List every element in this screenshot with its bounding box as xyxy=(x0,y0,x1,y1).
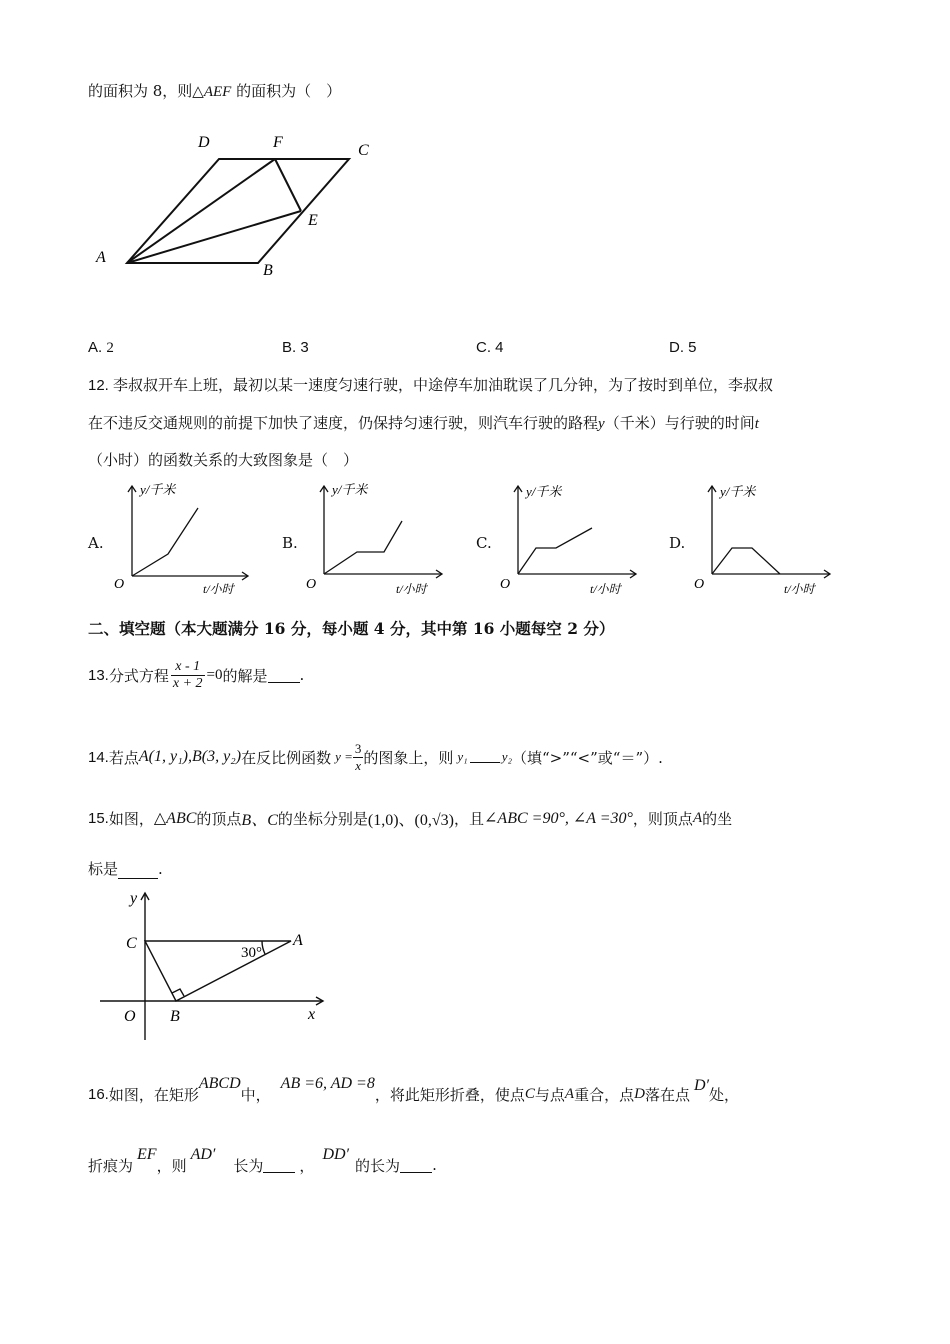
graph-c-line xyxy=(518,528,592,574)
svg-text:t/小时: t/小时 xyxy=(784,582,815,596)
q14-answer-blank[interactable] xyxy=(470,752,500,763)
q12-graph-a[interactable] xyxy=(108,478,258,598)
segment-af xyxy=(127,159,275,263)
q12-graph-c-letter[interactable]: C. xyxy=(476,534,492,552)
label-b: B xyxy=(263,262,273,279)
q16-dd-prime-blank[interactable] xyxy=(400,1158,432,1173)
section-2-title: 二、填空题（本大题满分 16 分，每小题 4 分，其中第 16 小题每空 2 分） xyxy=(88,619,615,638)
q11-option-d[interactable]: D. 5 xyxy=(669,339,697,356)
svg-text:y/千米: y/千米 xyxy=(140,482,176,497)
q13-number: 13. xyxy=(88,666,109,684)
svg-text:t/小时: t/小时 xyxy=(590,582,621,596)
q11-stem-prefix: 的面积为 8，则△ xyxy=(88,82,204,100)
svg-text:y: y xyxy=(130,890,138,907)
graph-b-line xyxy=(324,521,402,574)
q15-answer-blank[interactable] xyxy=(118,864,158,879)
q14: 14. 若点 A(1, y₁), B(3, y₂) 在反比例函数 y = $\frac{3}{x}$ 的图象上，则 y₁ y₂ （填“>”“<”或“＝”）. xyxy=(88,740,663,773)
graph-a-line xyxy=(132,508,198,576)
svg-text:O: O xyxy=(500,577,511,592)
q14-number: 14. xyxy=(88,748,109,766)
svg-text:y/千米: y/千米 xyxy=(720,484,756,499)
q11-stem xyxy=(88,80,341,101)
q12-number: 12. xyxy=(88,377,114,394)
svg-text:O: O xyxy=(124,1008,136,1025)
segment-ae xyxy=(127,211,301,263)
svg-text:30°: 30° xyxy=(241,945,262,961)
q16-line2: 折痕为 EF ，则 AD′ 长为 ， DD′ 的长为 . xyxy=(88,1146,437,1175)
svg-text:t/小时: t/小时 xyxy=(396,582,427,596)
q15-coordinate-figure xyxy=(95,885,335,1045)
q12-graph-a-letter[interactable]: A. xyxy=(88,534,104,552)
svg-text:B: B xyxy=(170,1008,180,1025)
triangle-abc xyxy=(145,941,291,1001)
label-f: F xyxy=(273,134,283,151)
q15-number: 15. xyxy=(88,809,109,827)
q11-option-b[interactable]: B. 3 xyxy=(282,339,309,356)
svg-text:O: O xyxy=(306,577,317,592)
svg-text:O: O xyxy=(114,577,125,592)
q11-stem-suffix: 的面积为（ ） xyxy=(231,82,342,100)
svg-text:t/小时: t/小时 xyxy=(203,582,234,596)
q11-triangle-name: AEF xyxy=(203,84,232,100)
q16-number: 16. xyxy=(88,1085,109,1103)
svg-text:O: O xyxy=(694,577,705,592)
svg-text:y/千米: y/千米 xyxy=(526,484,562,499)
label-e: E xyxy=(308,212,318,229)
q16-ad-prime-blank[interactable] xyxy=(263,1158,295,1173)
q13-answer-blank[interactable] xyxy=(268,668,300,683)
q12-line2: 在不违反交通规则的前提下加快了速度，仍保持匀速行驶，则汽车行驶的路程y（千米）与行驶的时间t xyxy=(88,414,759,432)
label-a: A xyxy=(96,249,106,266)
right-angle-mark xyxy=(172,989,184,996)
q11-parallelogram-figure xyxy=(80,125,380,285)
q13-fraction: $\frac{x - 1}{x + 2}$ xyxy=(172,658,203,691)
svg-text:x: x xyxy=(308,1006,316,1023)
q12-graph-d-letter[interactable]: D. xyxy=(669,534,686,552)
q11-option-c[interactable]: C. 4 xyxy=(476,339,504,356)
parallelogram-abcd xyxy=(127,159,349,263)
segment-fe xyxy=(275,159,301,211)
q13: 13. 分式方程 $\frac{x - 1}{x + 2}$ =0 的解是 . xyxy=(88,658,305,691)
q12-graph-d[interactable] xyxy=(690,478,840,598)
q12-line1: 12. 李叔叔开车上班，最初以某一速度匀速行驶，中途停车加油耽误了几分钟，为了按时到单位，李叔叔 xyxy=(88,376,774,394)
q11-option-a[interactable]: A. 2 xyxy=(88,339,114,356)
graph-d-line xyxy=(712,548,780,574)
q12-graph-b[interactable] xyxy=(302,478,452,598)
q12-graph-c[interactable] xyxy=(496,478,646,598)
q16-line1: 16. 如图，在矩形 ABCD 中， AB =6, AD =8 ，将此矩形折叠，使点 C 与点 A 重合，点 D 落在点 D′ 处， xyxy=(88,1075,740,1104)
q14-fraction: $\frac{3}{x}$ xyxy=(354,740,362,773)
q15-line1: 15. 如图， △ABC 的顶点 B、C 的坐标分别是 (1,0)、(0,√3) ，且 ∠ABC =90°, ∠A =30° ，则顶点 A 的坐 xyxy=(88,809,733,829)
svg-text:A: A xyxy=(293,932,303,949)
svg-text:y/千米: y/千米 xyxy=(332,482,368,497)
q12-graph-b-letter[interactable]: B. xyxy=(282,534,298,552)
q12-line3: （小时）的函数关系的大致图象是（ ） xyxy=(88,451,359,469)
label-c: C xyxy=(358,142,369,159)
label-d: D xyxy=(198,134,210,151)
q15-line2: 标是 . xyxy=(88,860,163,878)
svg-text:C: C xyxy=(126,935,137,952)
angle-arc xyxy=(262,941,265,954)
